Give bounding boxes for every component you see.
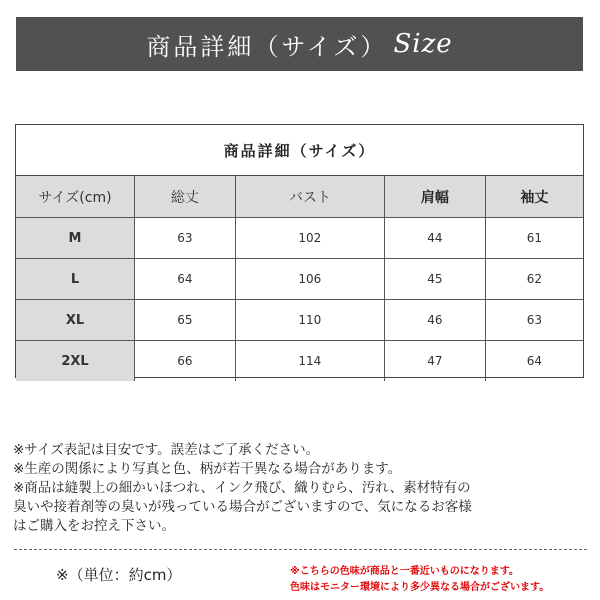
row-size-label: M [16,218,135,259]
cell-bust: 102 [236,218,385,259]
table-header-row [16,176,583,218]
cell-bust: 106 [236,259,385,300]
dashed-divider [14,549,587,550]
note-line: 臭いや接着剤等の臭いが残っている場合がございますので、気になるお客様 [13,499,472,515]
cell-sleeve: 62 [486,259,583,300]
color-note [290,564,590,596]
cell-sleeve: 61 [486,218,583,259]
cell-length: 63 [135,218,236,259]
cell-shoulder: 46 [385,300,486,341]
column-header-bust: バスト [236,176,385,218]
cell-shoulder: 47 [385,341,486,381]
column-header-length: 総丈 [135,176,236,218]
unit-note: ※（単位：約cm） [56,566,182,584]
color-note-line: ※こちらの色味が商品と一番近いものになります。 [290,566,519,577]
cell-bust: 110 [236,300,385,341]
cell-sleeve: 64 [526,354,542,368]
column-header-sleeve: 袖丈 [486,176,583,218]
column-header-size: サイズ(cm) [16,176,135,218]
table-row [16,259,583,300]
cell-sleeve: 63 [486,300,583,341]
cell-shoulder: 44 [385,218,486,259]
note-line: ※サイズ表記は目安です。誤差はご了承ください。 [13,442,320,458]
notes [13,441,593,536]
header-title-en: Size [393,29,453,59]
note-line: ※商品は縫製上の細かいほつれ、インク飛び、織りむら、汚れ、素材特有の [13,480,471,496]
note-line: はご購入をお控え下さい。 [13,518,175,534]
table-title: 商品詳細（サイズ） [16,125,583,176]
row-size-label: 2XL [16,341,135,381]
cell-bust: 114 [236,341,385,381]
row-size-label: L [16,259,135,300]
size-grid [16,176,583,381]
size-table [15,124,584,378]
cell-shoulder: 45 [385,259,486,300]
table-row [16,341,583,381]
cell-length: 66 [135,341,236,381]
table-row [16,300,583,341]
header-title: 商品詳細（サイズ） [146,32,388,61]
table-row [16,218,583,259]
row-size-label: XL [16,300,135,341]
cell-length: 64 [135,259,236,300]
color-note-line: 色味はモニター環境により多少異なる場合がございます。 [290,582,550,593]
column-header-shoulder: 肩幅 [385,176,486,218]
cell-length: 65 [135,300,236,341]
page-header [16,17,583,71]
note-line: ※生産の関係により写真と色、柄が若干異なる場合があります。 [13,461,402,477]
